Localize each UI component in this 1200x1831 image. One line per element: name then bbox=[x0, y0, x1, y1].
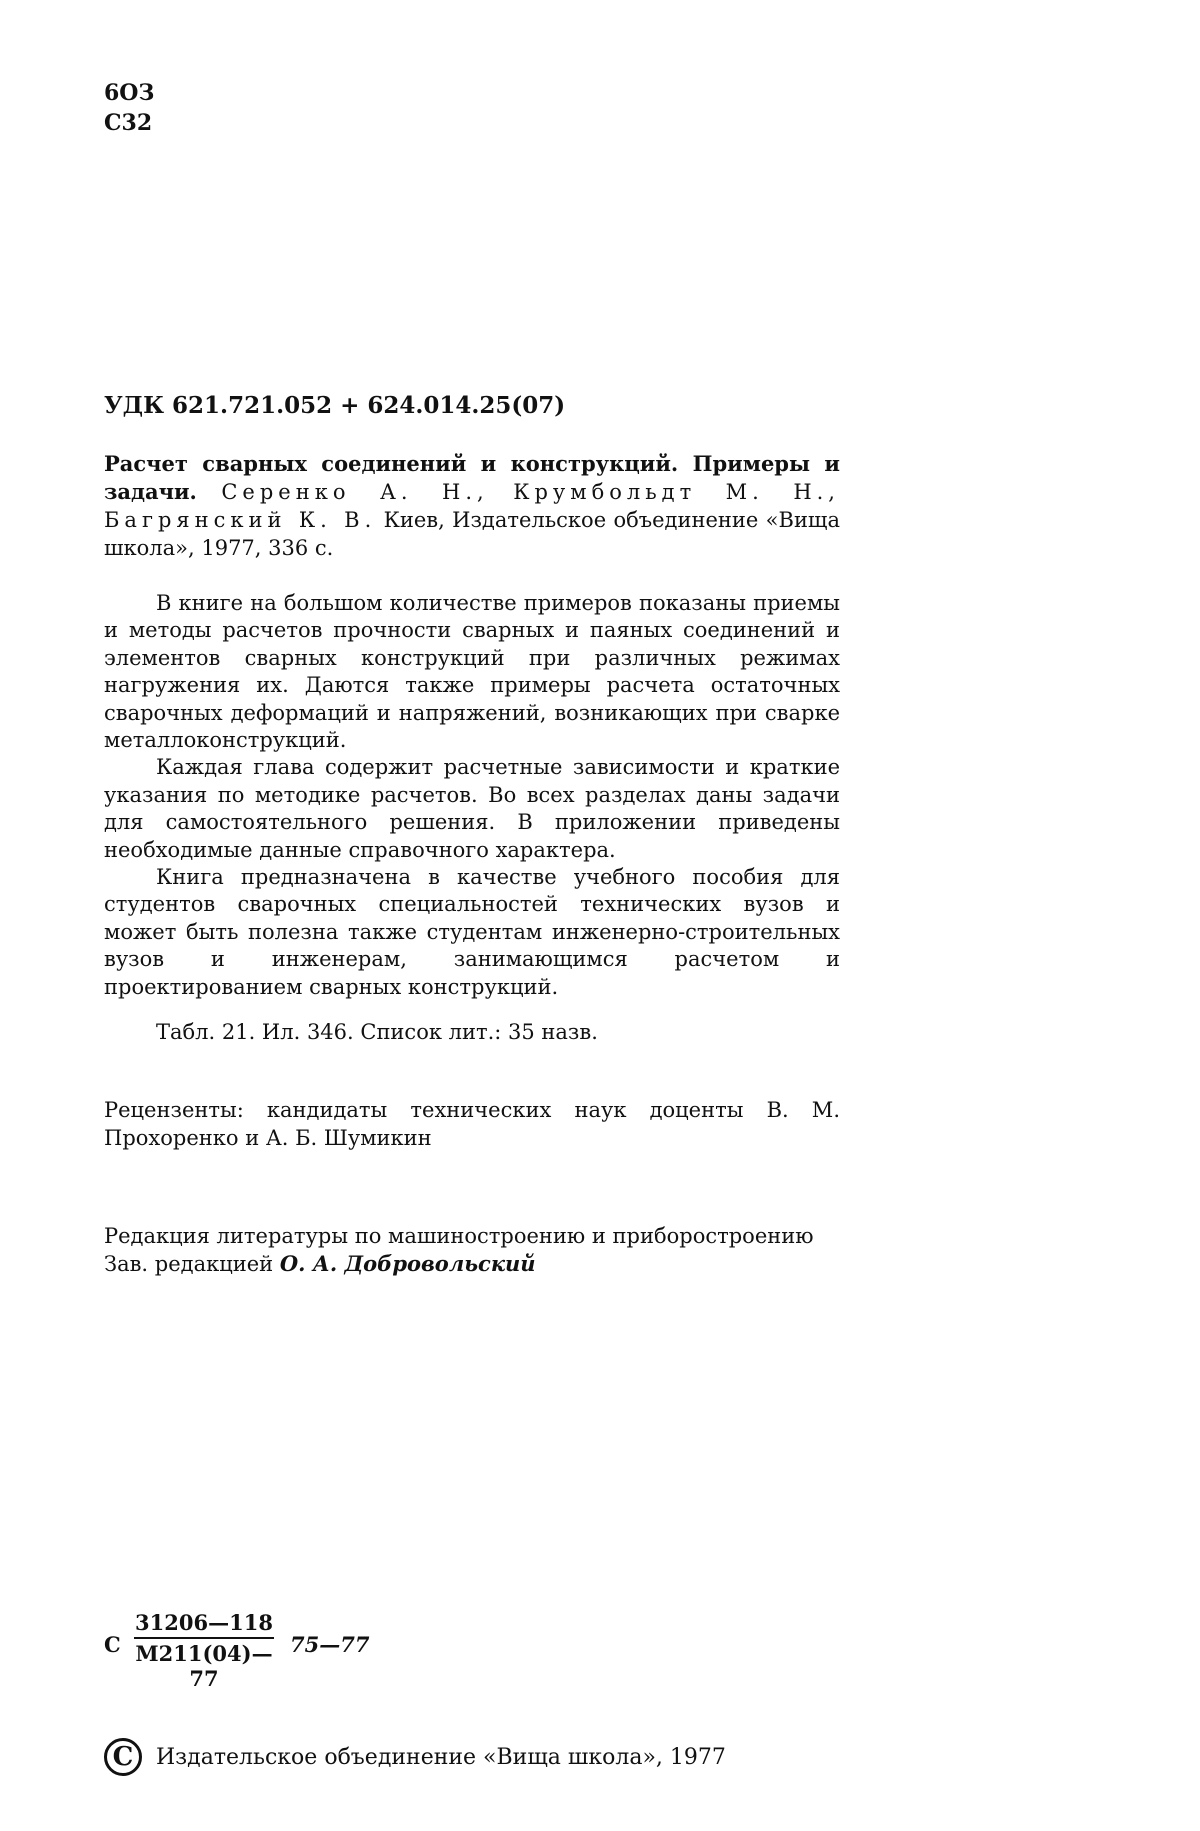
copyright-text: Издательское объединение «Вища школа», 1977 bbox=[156, 1744, 726, 1770]
author-bagryansky: Багрянский К. В. bbox=[104, 508, 377, 532]
udk-code: УДК 621.721.052 + 624.014.25(07) bbox=[104, 392, 566, 419]
editor-name: О. А. Добровольский bbox=[279, 1251, 536, 1276]
author-krumboldt: Крумбольдт М. Н., bbox=[513, 480, 840, 504]
imprint: Киев, Издательское объединение «Вища школа», 1977, 336 с. bbox=[104, 508, 840, 560]
bbk-code bbox=[104, 78, 154, 138]
editorial-info bbox=[104, 1222, 840, 1278]
book-title: Расчет сварных соединений и конструкций. Примеры и задачи. bbox=[104, 451, 840, 504]
book-stats: Табл. 21. Ил. 346. Список лит.: 35 назв. bbox=[156, 1020, 598, 1044]
index-suffix: 75—77 bbox=[290, 1632, 370, 1657]
bbk-class: 6ОЗ bbox=[104, 80, 155, 106]
index-fraction bbox=[134, 1610, 274, 1691]
editorial-department: Редакция литературы по машиностроению и приборостроению bbox=[104, 1224, 814, 1248]
editor-line bbox=[104, 1250, 840, 1278]
annotation-paragraph-3: Книга предназначена в качестве учебного пособия для студентов сварочных специальностей технических вузов и может быть полезна также студентам инженерно-строительных вузов и инженерам, занимающимся расчетом и проектированием сварных конструкций. bbox=[104, 865, 840, 999]
copyright-icon: С bbox=[104, 1738, 142, 1776]
annotation-paragraph-1: В книге на большом количестве примеров показаны приемы и методы расчетов прочности сварных и паяных соединений и элементов сварных конструкций при различных режимах нагружения их. Даются также примеры расчета остаточных сварочных деформаций и напряжений, возникающих при сварке металлоконструкций. bbox=[104, 591, 840, 753]
bbk-author-mark: С32 bbox=[104, 110, 153, 136]
annotation-paragraph-2: Каждая глава содержит расчетные зависимости и краткие указания по методике расчетов. Во всех разделах даны задачи для самостоятельного решения. В приложении приведены необходимые данные справочного характера. bbox=[104, 755, 840, 862]
copyright-line bbox=[104, 1738, 726, 1776]
bibliographic-record bbox=[104, 450, 840, 562]
index-denominator: М211(04)—77 bbox=[135, 1641, 273, 1691]
index-numerator: 31206—118 bbox=[134, 1610, 274, 1639]
author-serenko: Серенко А. Н., bbox=[221, 480, 489, 504]
annotation bbox=[104, 590, 840, 1001]
editor-label: Зав. редакцией bbox=[104, 1252, 274, 1276]
index-letter: С bbox=[104, 1632, 121, 1657]
reviewers: Рецензенты: кандидаты технических наук доценты В. М. Прохоренко и А. Б. Шумикин bbox=[104, 1098, 840, 1150]
